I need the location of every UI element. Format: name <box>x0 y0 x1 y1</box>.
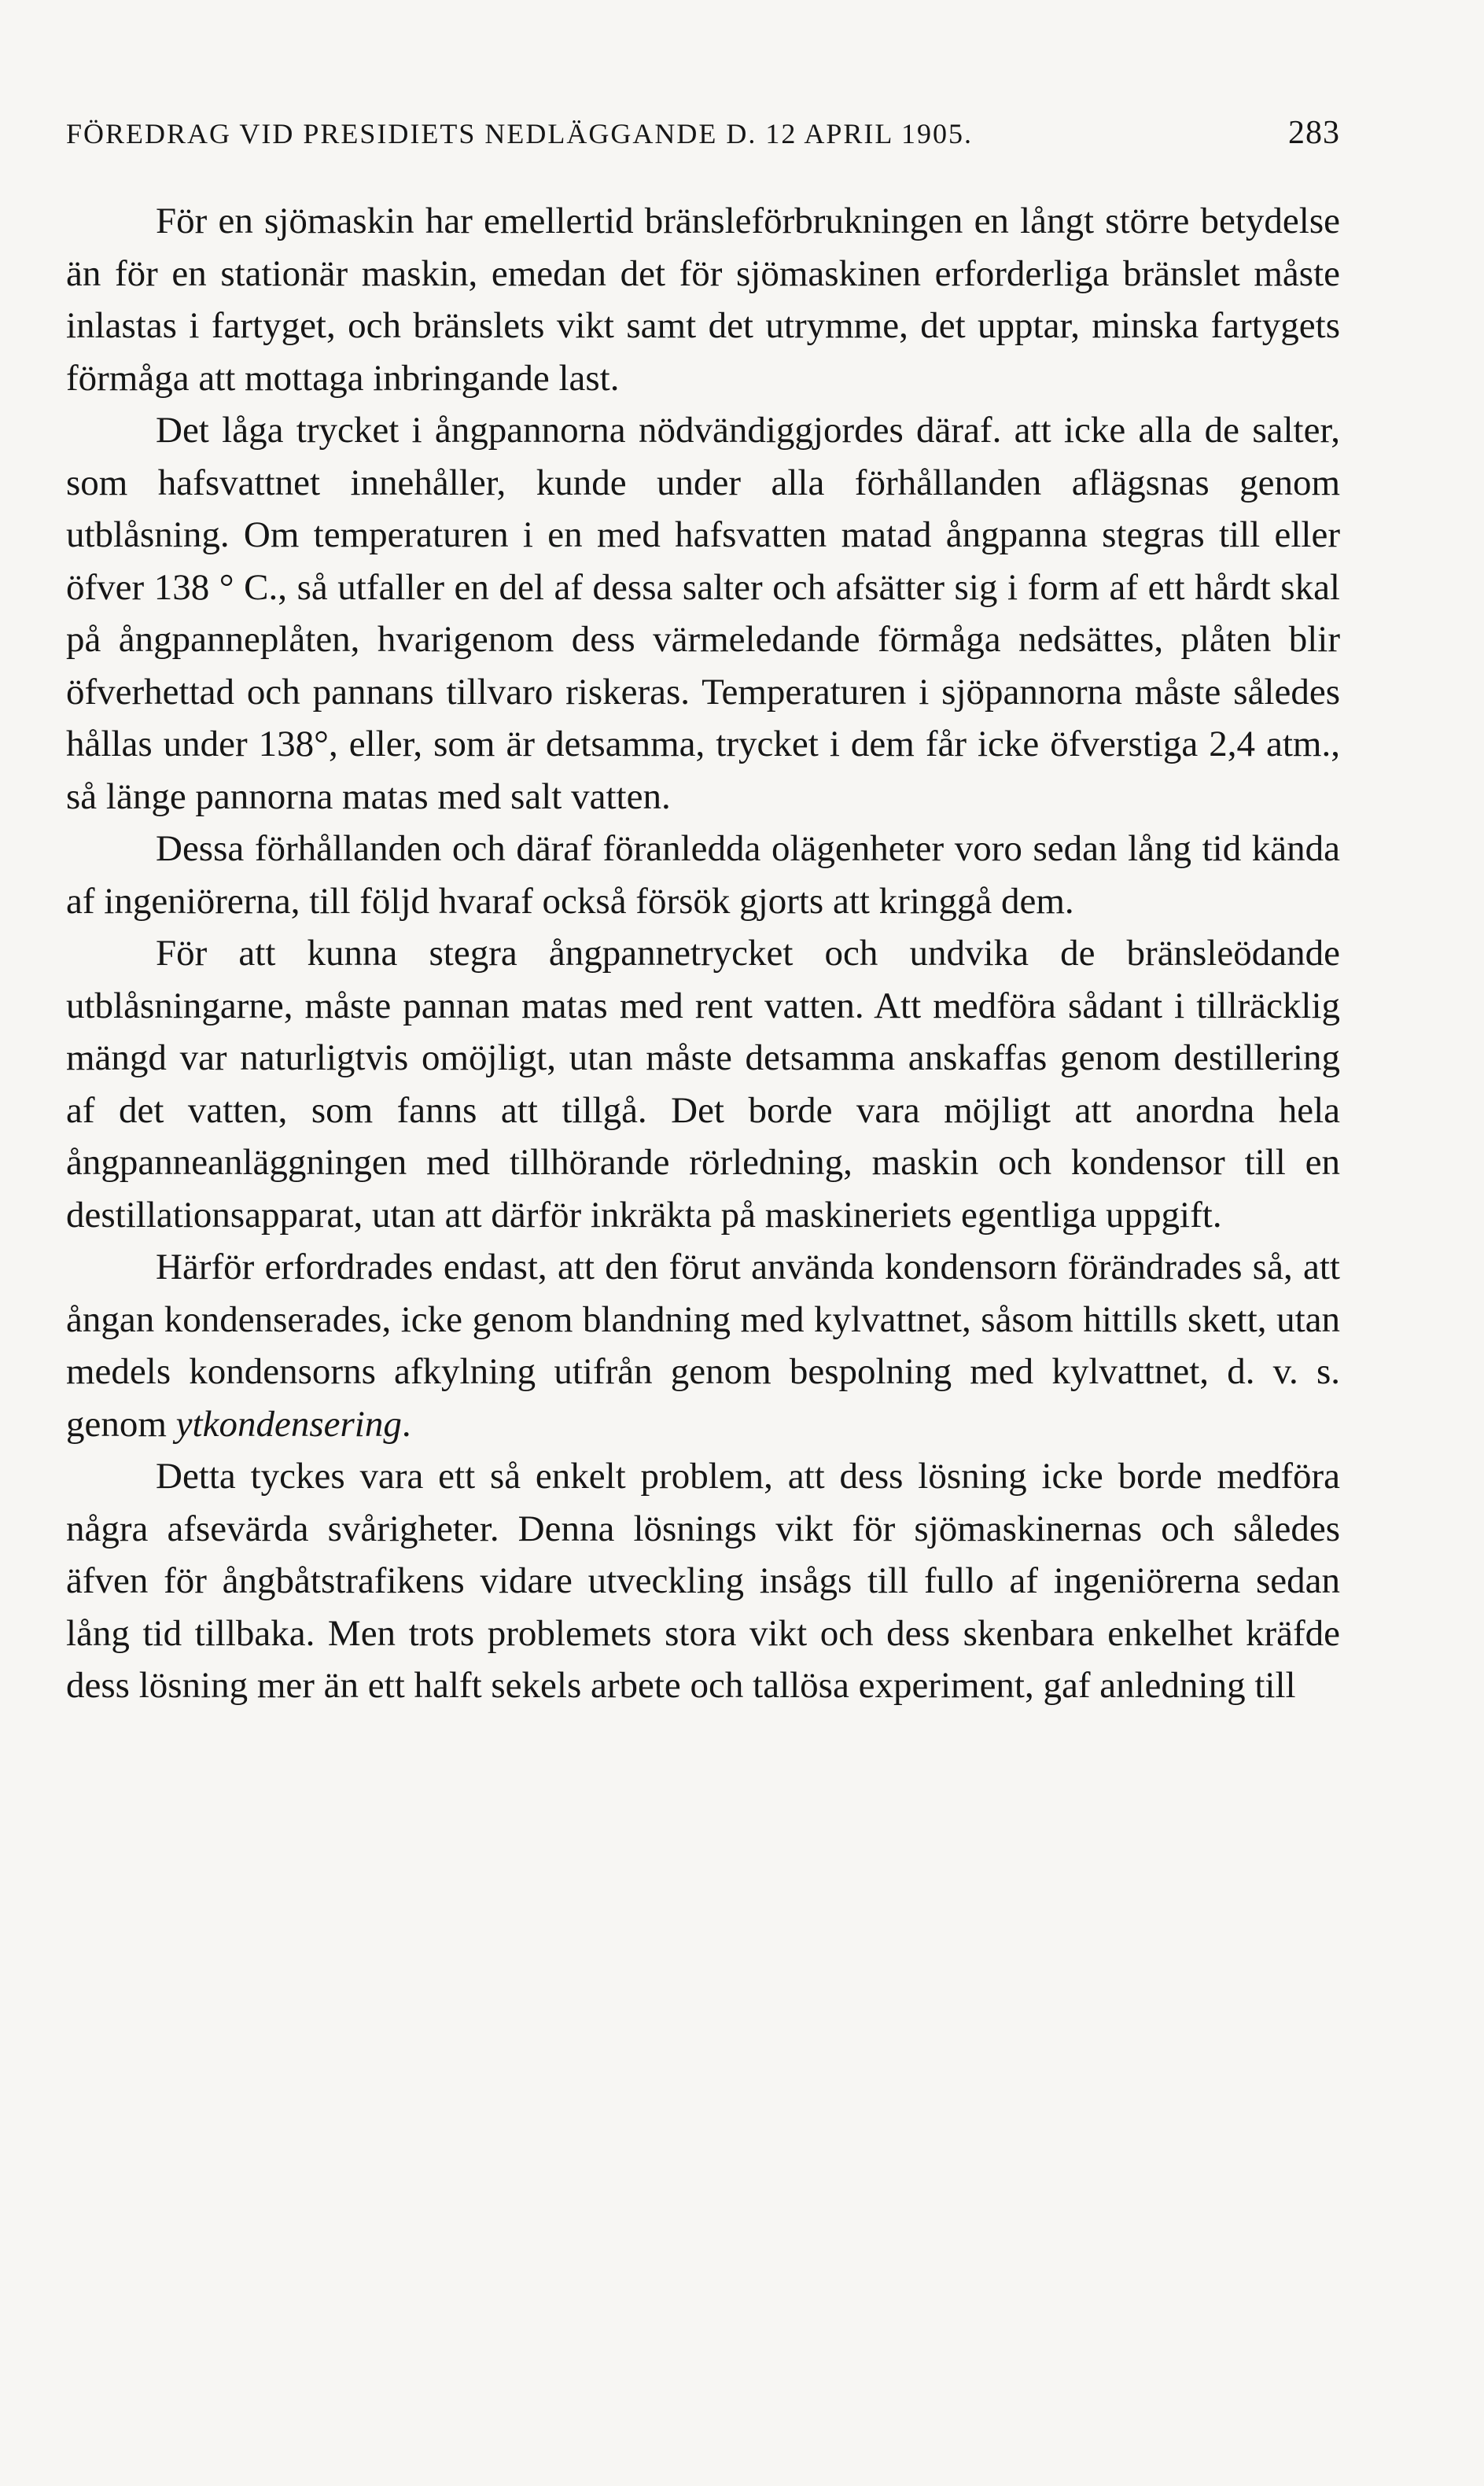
book-page <box>66 116 1340 1712</box>
paragraph: För att kunna stegra ångpannetrycket och undvika de bränsleödande utblåsningarne, måste pannan matas med rent vatten. Att medföra sådant i tillräcklig mängd var naturligtvis omöjligt, utan måste detsamma anskaffas genom destillering af det vatten, som fanns att tillgå. Det borde vara möjligt att anordna hela ångpanneanläggningen med tillhörande rörledning, maskin och kondensor till en destillationsapparat, utan att därför inkräkta på maskineriets egentliga uppgift. <box>66 933 1340 1236</box>
paragraph: För en sjömaskin har emellertid bränsleförbrukningen en långt större betydelse än för en stationär maskin, emedan det för sjömaskinen erforderliga bränslet måste inlastas i fartyget, och bränslets vikt samt det utrymme, det upptar, minska fartygets förmåga att mottaga inbringande last. <box>66 201 1340 399</box>
running-head <box>66 116 1340 149</box>
paragraph: Dessa förhållanden och däraf föranledda olägenheter voro sedan lång tid kända af ingeniörerna, till följd hvaraf också försök gjorts att kringgå dem. <box>66 828 1340 922</box>
paragraph: Det låga trycket i ångpannorna nödvändiggjordes däraf. att icke alla de salter, som hafsvattnet innehåller, kunde under alla förhållanden aflägsnas genom utblåsning. Om temperaturen i en med hafsvatten matad ångpanna stegras till eller öfver 138 ° C., så utfaller en del af dessa salter och afsätter sig i form af ett hårdt skal på ångpanneplåten, hvarigenom dess värmeledande förmåga nedsättes, plåten blir öfverhettad och pannans tillvaro riskeras. Temperaturen i sjöpannorna måste således hållas under 138°, eller, som är detsamma, trycket i dem får icke öfverstiga 2,4 atm., så länge pannorna matas med salt vatten. <box>66 410 1340 817</box>
paragraph <box>66 1241 1340 1450</box>
running-head-title: FÖREDRAG VID PRESIDIETS NEDLÄGGANDE D. 12 APRIL 1905. <box>66 118 974 149</box>
paragraph-text-end: . <box>401 1403 411 1445</box>
body-text <box>66 195 1340 1712</box>
emphasized-term: ytkondensering <box>175 1403 402 1445</box>
paragraph: Detta tyckes vara ett så enkelt problem, att dess lösning icke borde medföra några afsevärda svårigheter. Denna lösnings vikt för sjömaskinernas och således äfven för ångbåtstrafikens vidare utveckling insågs till fullo af ingeniörerna sedan lång tid tillbaka. Men trots problemets stora vikt och dess skenbara enkelhet kräfde dess lösning mer än ett halft sekels arbete och tallösa experiment, gaf anledning till <box>66 1456 1340 1706</box>
page-number: 283 <box>1288 115 1340 151</box>
paragraph-text: Härför erfordrades endast, att den förut använda kondensorn förändrades så, att ångan kondenserades, icke genom blandning med kylvattnet, såsom hittills skett, utan medels kondensorns afkylning utifrån genom bespolning med kylvattnet, d. v. s. genom <box>66 1247 1340 1445</box>
